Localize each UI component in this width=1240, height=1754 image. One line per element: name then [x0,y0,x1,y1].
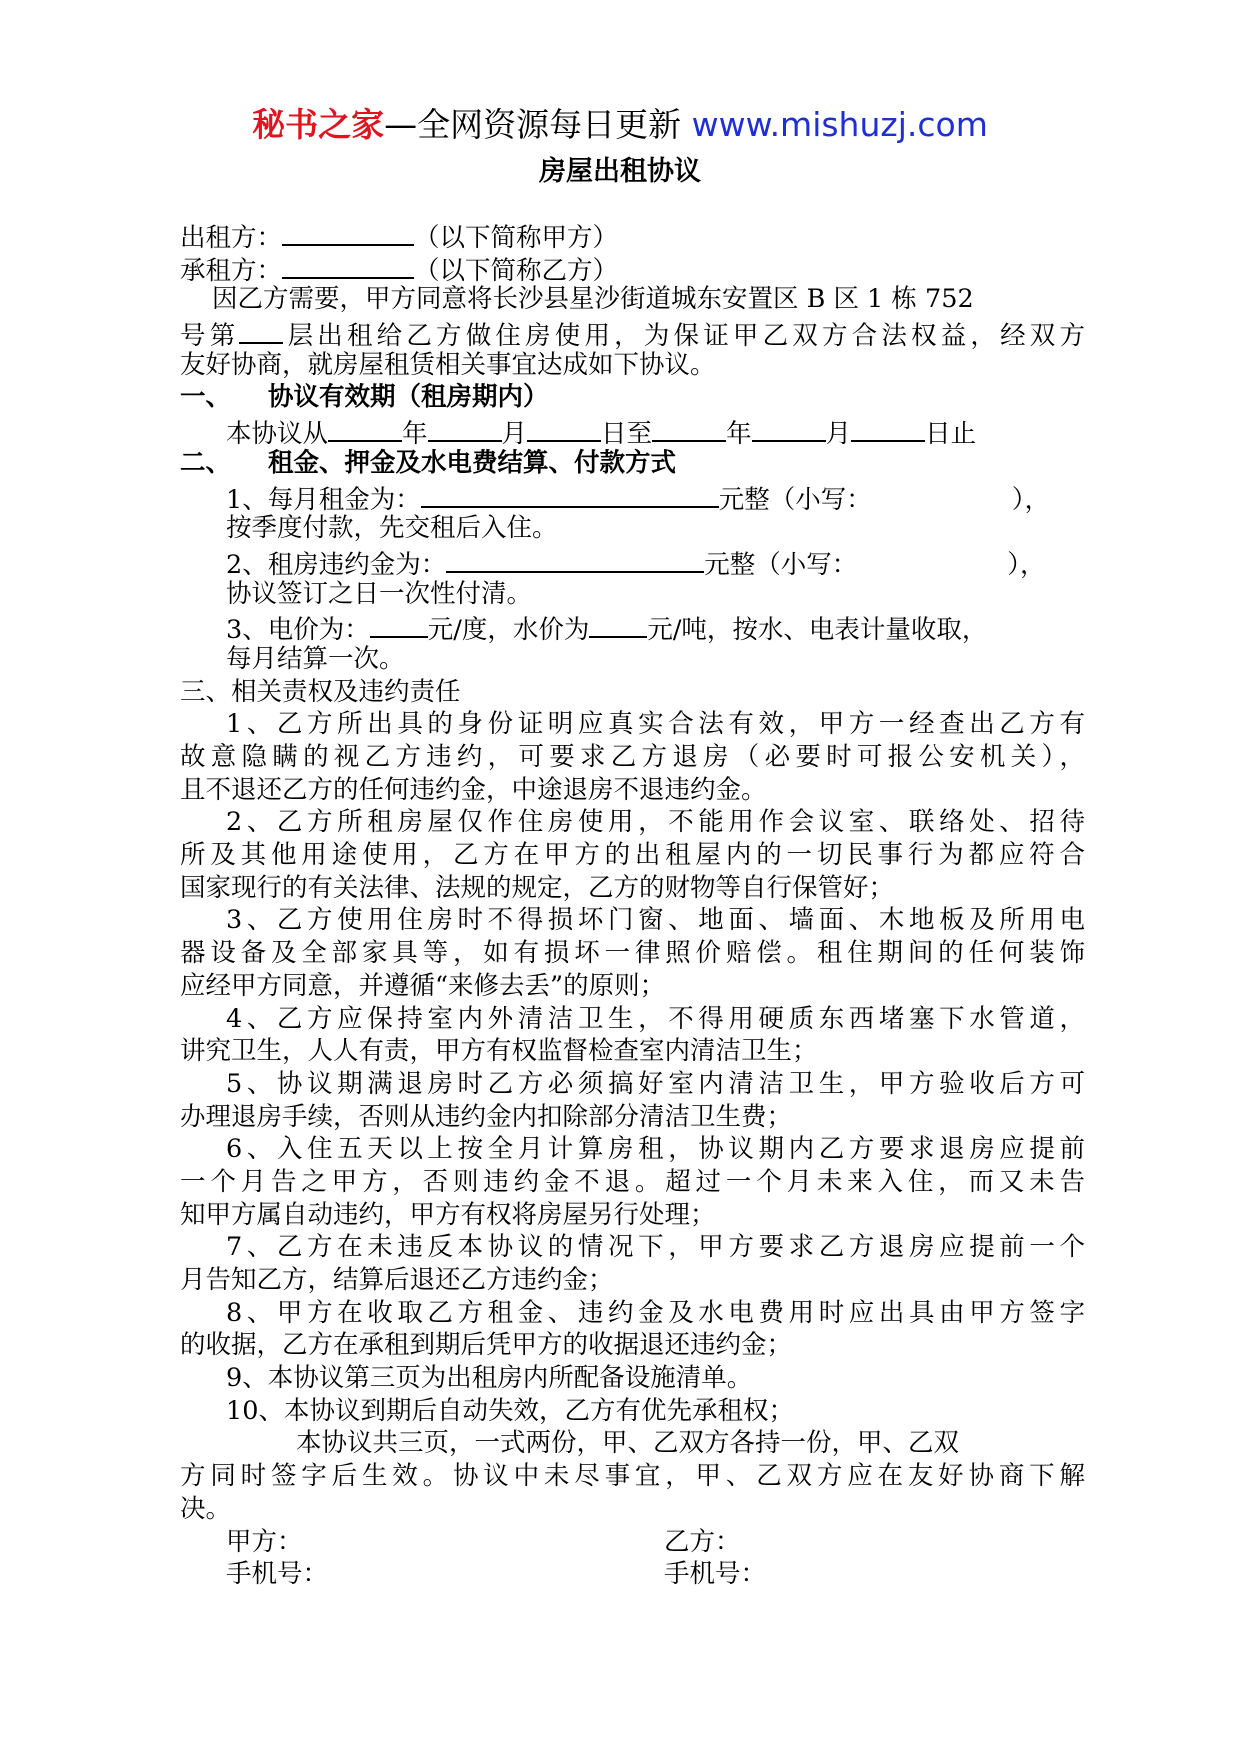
clause-line: 9、本协议第三页为出租房内所配备设施清单。 [226,1363,753,1394]
electricity-label: 3、电价为： [226,615,370,646]
section-1-number: 一、 [180,382,232,413]
utility-line [180,610,1085,646]
rent-close: ）， [1011,484,1051,515]
lessor-note: （以下简称甲方） [414,223,619,253]
clause-line: 办理退房手续，否则从违约金内扣除部分清洁卫生费； [180,1101,793,1132]
clause-line: 4、乙方应保持室内外清洁卫生，不得用硬质东西堵塞下水管道， [226,1003,1085,1034]
rent-blank [421,480,719,508]
clause-line: 一个月告之甲方，否则违约金不退。超过一个月未来入住，而又未告 [180,1166,1085,1197]
phone-row [180,1558,1085,1591]
intro-text-b: 层出租给乙方做住房使用，为保证甲乙双方合法权益，经双方 [283,321,1085,352]
brand-name: 秘书之家 [252,105,385,144]
intro-line-1: 因乙方需要，甲方同意将长沙县星沙街道城东安置区 B 区 1 栋 752 [212,284,974,315]
closing-line-2: 方同时签字后生效。协议中未尽事宜，甲、乙双方应在友好协商下解 [180,1461,1085,1492]
deposit-unit: 元整（小写： [704,549,858,580]
section-1-title: 协议有效期（租房期内） [268,382,549,413]
start-day-blank [527,414,601,442]
clause-line: 1、乙方所出具的身份证明应真实合法有效，甲方一经查出乙方有 [226,709,1085,740]
end-year-blank [652,414,726,442]
end-day-blank [851,414,925,442]
year-label-2: 年 [726,419,752,450]
deposit-blank [446,545,704,573]
rent-unit: 元整（小写： [718,484,872,515]
clause-line: 5、协议期满退房时乙方必须搞好室内清洁卫生，甲方验收后方可 [226,1068,1085,1099]
signature-row [180,1526,1085,1559]
clause-line: 故意隐瞒的视乙方违约，可要求乙方退房（必要时可报公安机关）， [180,742,1085,772]
month-label: 月 [501,419,528,450]
clause-line: 国家现行的有关法律、法规的规定，乙方的财物等自行保管好； [180,872,895,903]
lessee-line [180,251,1085,284]
section-1-heading [180,381,1085,414]
end-month-blank [752,414,826,442]
utility-line-2: 每月结算一次。 [226,643,405,674]
party-a-phone: 手机号： [226,1559,329,1590]
intro-text-a: 号第 [180,321,240,352]
start-year-blank [328,414,402,442]
lessor-line [180,218,1085,251]
clause-line: 知甲方属自动违约，甲方有权将房屋另行处理； [180,1199,716,1230]
lessee-note: （以下简称乙方） [414,255,619,286]
section-2-number: 二、 [180,447,232,478]
clause-line: 10、本协议到期后自动失效，乙方有优先承租权； [226,1395,794,1426]
clause-line: 器设备及全部家具等，如有损坏一律照价赔偿。租住期间的任何装饰 [180,938,1085,969]
agreement-body [180,218,1085,1591]
closing-line-3: 决。 [180,1493,232,1524]
section-2-heading [180,447,1085,480]
document-title: 房屋出租协议 [539,156,701,187]
clause-line: 讲究卫生，人人有责，甲方有权监督检查室内清洁卫生； [180,1036,818,1067]
deposit-line [180,545,1085,578]
closing-line-1: 本协议共三页，一式两份，甲、乙双方各持一份，甲、乙双 [296,1428,960,1459]
clause-line: 且不退还乙方的任何违约金，中途退房不退违约金。 [180,774,767,805]
floor-blank [239,316,283,344]
section-3-clauses [180,708,1085,1427]
meter-note: 元/吨，按水、电表计量收取， [647,615,988,646]
clause-line: 6、入住五天以上按全月计算房租，协议期内乙方要求退房应提前 [226,1134,1085,1165]
rent-label: 1、每月租金为： [226,484,421,515]
clause-line: 3、乙方使用住房时不得损坏门窗、地面、墙面、木地板及所用电 [226,905,1085,936]
clause-line: 8、甲方在收取乙方租金、违约金及水电费用时应出具由甲方签字 [226,1297,1085,1328]
clause-line: 月告知乙方，结算后退还乙方违约金； [180,1265,614,1295]
electricity-blank [370,610,428,638]
party-a-signature: 甲方： [226,1526,303,1557]
start-month-blank [428,414,502,442]
water-blank [589,610,647,638]
year-label: 年 [402,419,428,450]
site-header [0,100,1240,150]
rent-line-2: 按季度付款，先交租后入住。 [226,513,558,544]
lessor-label: 出租方： [180,223,283,253]
site-url[interactable]: www.mishuzj.com [691,105,988,144]
clause-line: 2、乙方所租房屋仅作住房使用，不能用作会议室、联络处、招待 [226,807,1085,838]
day-end-label: 日止 [925,419,977,450]
deposit-close: ）， [1007,549,1046,580]
party-b-phone: 手机号： [664,1559,767,1590]
section-3-heading: 三、相关责权及违约责任 [180,676,461,707]
intro-line-2 [180,316,1085,352]
clause-line: 7、乙方在未违反本协议的情况下，甲方要求乙方退房应提前一个 [226,1232,1085,1263]
day-to-label: 日至 [601,419,653,450]
month-label-2: 月 [825,419,852,450]
lessor-blank [282,218,414,246]
clause-line: 所及其他用途使用，乙方在甲方的出租屋内的一切民事行为都应符合 [180,840,1085,871]
header-slogan: —全网资源每日更新 [384,105,692,144]
party-b-signature: 乙方： [664,1526,741,1557]
clause-line: 应经甲方同意，并遵循“来修去丢”的原则； [180,970,666,1001]
lessee-blank [282,251,414,279]
lessee-label: 承租方： [180,255,283,286]
intro-line-3: 友好协商，就房屋租赁相关事宜达成如下协议。 [180,349,716,380]
clause-line: 的收据，乙方在承租到期后凭甲方的收据退还违约金； [180,1330,793,1361]
water-label: 元/度，水价为 [427,615,590,646]
section-2-title: 租金、押金及水电费结算、付款方式 [268,447,677,478]
deposit-label: 2、租房违约金为： [226,549,447,580]
deposit-line-2: 协议签订之日一次性付清。 [226,578,533,609]
term-line [180,414,1085,450]
term-from: 本协议从 [226,419,329,450]
rent-line [180,480,1085,513]
